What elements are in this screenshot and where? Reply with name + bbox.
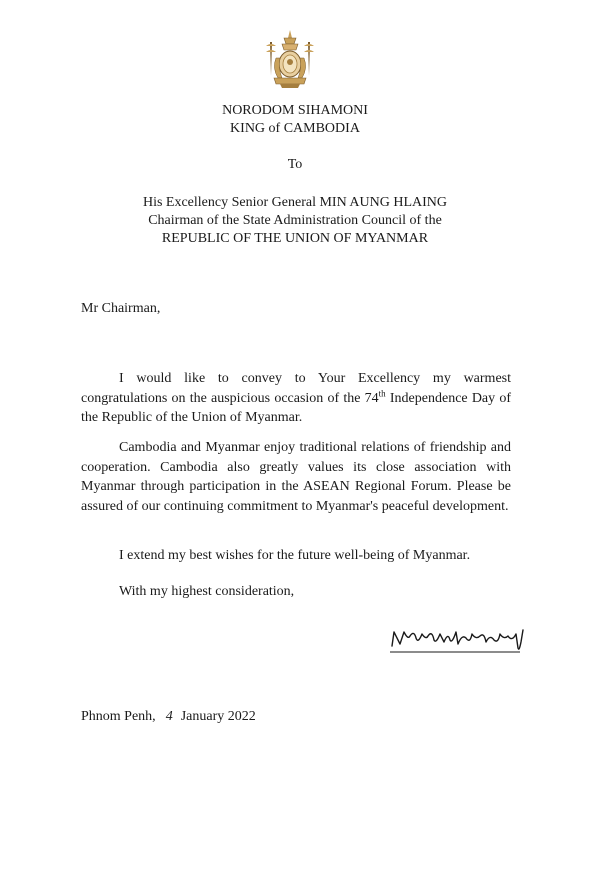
royal-crest-icon <box>258 28 322 92</box>
paragraph-relations: Cambodia and Myanmar enjoy traditional relations of friendship and cooperation. Cambodia also greatly values its close association with Myanmar through participation in the ASEAN Regional Forum. Please be assured of our continuing commitment to Myanmar's peaceful development. <box>81 440 511 514</box>
paragraph-congratulations-text-b: Independence Day of the Republic of the Union of Myanmar. <box>81 390 512 425</box>
recipient-line-1: His Excellency Senior General MIN AUNG HLAING <box>142 195 448 210</box>
place-and-date <box>81 708 256 726</box>
ordinal-suffix: th <box>378 387 386 398</box>
sender-name: NORODOM SIHAMONI <box>222 103 368 118</box>
place: Phnom Penh, <box>81 709 156 724</box>
recipient-line-3: REPUBLIC OF THE UNION OF MYANMAR <box>161 231 429 246</box>
paragraph-congratulations <box>81 369 511 428</box>
month-year: January 2022 <box>180 709 256 724</box>
closing-line: With my highest consideration, <box>119 584 295 599</box>
sender-title: KING of CAMBODIA <box>230 121 360 136</box>
day-handwritten: 4 <box>165 709 173 724</box>
paragraph-congratulations-text-a: I would like to convey to Your Excellency my warmest congratulations on the auspicious occasion of the 74 <box>81 371 511 406</box>
salutation: Mr Chairman, <box>81 301 161 316</box>
paragraph-wishes: I extend my best wishes for the future well-being of Myanmar. <box>119 548 471 563</box>
handwritten-signature <box>388 622 530 658</box>
recipient-line-2: Chairman of the State Administration Council of the <box>148 213 442 228</box>
to-label: To <box>287 157 303 172</box>
